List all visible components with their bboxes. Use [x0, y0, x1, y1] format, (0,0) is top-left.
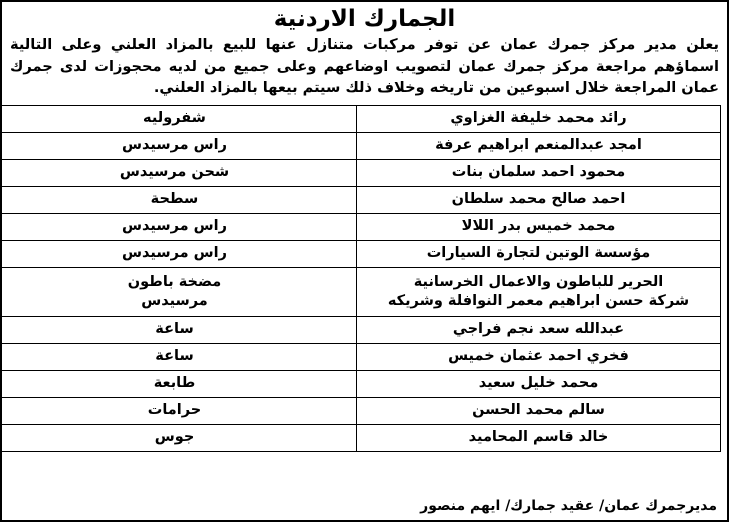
- vehicle-type: شحن مرسيدس: [0, 159, 357, 186]
- owner-name: سالم محمد الحسن: [357, 397, 721, 424]
- vehicle-type-line: مرسيدس: [141, 292, 208, 309]
- vehicle-type: راس مرسيدس: [0, 240, 357, 267]
- owner-name: احمد صالح محمد سلطان: [357, 186, 721, 213]
- vehicle-type: ساعة: [0, 343, 357, 370]
- table-row: [0, 132, 721, 159]
- table-row: [0, 316, 721, 343]
- vehicle-type: طابعة: [0, 370, 357, 397]
- signature: مديرجمرك عمان/ عقيد جمارك/ ايهم منصور: [420, 498, 717, 514]
- notice-title: الجمارك الاردنية: [273, 6, 456, 32]
- vehicle-type: جوس: [0, 424, 357, 451]
- table-row: [0, 267, 721, 316]
- vehicle-type: [0, 267, 357, 316]
- vehicle-type: ساعة: [0, 316, 357, 343]
- owner-name: عبدالله سعد نجم فراجي: [357, 316, 721, 343]
- table-row: [0, 105, 721, 132]
- owner-name: رائد محمد خليفة الغزاوي: [357, 105, 721, 132]
- owner-name: فخري احمد عثمان خميس: [357, 343, 721, 370]
- owner-name: محمد خميس بدر اللالا: [357, 213, 721, 240]
- vehicle-type: راس مرسيدس: [0, 132, 357, 159]
- table-row: [0, 397, 721, 424]
- owner-name: خالد قاسم المحاميد: [357, 424, 721, 451]
- owner-name: محمد خليل سعيد: [357, 370, 721, 397]
- table-row: [0, 186, 721, 213]
- vehicle-type: حرامات: [0, 397, 357, 424]
- owner-name: امجد عبدالمنعم ابراهيم عرفة: [357, 132, 721, 159]
- vehicle-type-line: مضخة باطون: [127, 273, 222, 290]
- vehicle-type: شفروليه: [0, 105, 357, 132]
- notice-intro: يعلن مدير مركز جمرك عمان عن توفر مركبات متنازل عنها للبيع بالمزاد العلني وعلى التالية اسماؤهم مراجعة مركز جمرك عمان لتصويب اوضاعهم وعلى جميع من لديه محجوزات لدى جمرك عمان المراجعة خلال اسبوعين من تاريخه وخلاف ذلك سيتم بيعها بالمزاد العلني.: [10, 36, 719, 96]
- table-row: [0, 424, 721, 451]
- owner-name-line: شركة حسن ابراهيم معمر النوافلة وشريكه: [387, 292, 690, 309]
- table-row: [0, 240, 721, 267]
- vehicle-type: راس مرسيدس: [0, 213, 357, 240]
- vehicle-type: سطحة: [0, 186, 357, 213]
- owner-name: [357, 267, 721, 316]
- table-row: [0, 159, 721, 186]
- owner-name-line: الحرير للباطون والاعمال الخرسانية: [413, 273, 664, 290]
- table-row: [0, 343, 721, 370]
- table-row: [0, 213, 721, 240]
- table-row: [0, 370, 721, 397]
- owner-name: محمود احمد سلمان بنات: [357, 159, 721, 186]
- owner-name: مؤسسة الوتين لتجارة السيارات: [357, 240, 721, 267]
- vehicles-table: [0, 105, 721, 452]
